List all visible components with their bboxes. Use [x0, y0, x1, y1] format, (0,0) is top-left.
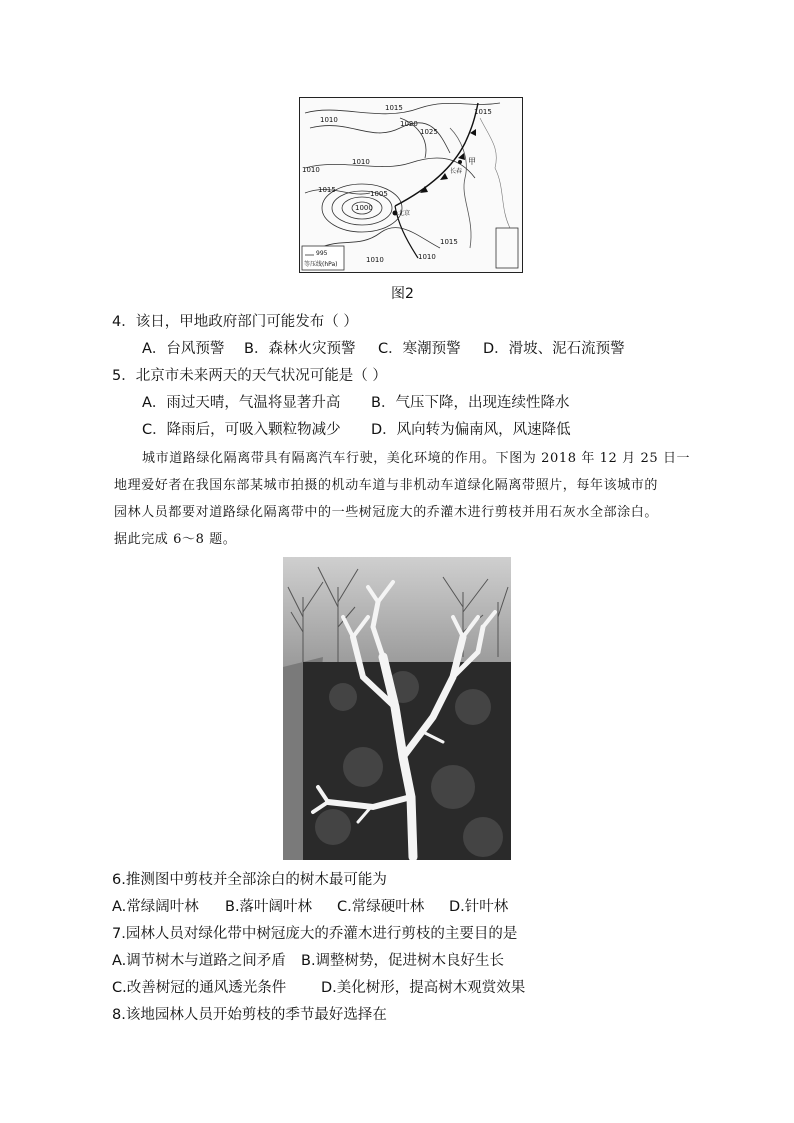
isobar-label: 1015: [474, 108, 492, 116]
passage-line-1: 城市道路绿化隔离带具有隔离汽车行驶，美化环境的作用。下图为 2018 年 12 月 25 日一: [142, 451, 691, 466]
question-4-option-d: D．滑坡、泥石流预警: [483, 341, 625, 357]
question-5-option-d: D．风向转为偏南风，风速降低: [371, 422, 571, 438]
isobar-label: 1015: [385, 104, 403, 112]
question-4-stem: 4．该日，甲地政府部门可能发布（ ）: [112, 314, 358, 330]
isobar-label: 1025: [420, 128, 438, 136]
isobar-label: 1015: [318, 186, 336, 194]
question-7-option-c: C.改善树冠的通风透光条件: [112, 980, 287, 996]
question-7-option-b: B.调整树势，促进树木良好生长: [301, 953, 505, 969]
passage-line-4: 据此完成 6～8 题。: [114, 532, 237, 547]
question-6-option-a: A.常绿阔叶林: [112, 899, 199, 915]
question-5-option-a: A．雨过天晴，气温将显著升高: [142, 395, 341, 411]
isobar-label: 1005: [370, 190, 388, 198]
question-4-option-c: C．寒潮预警: [378, 341, 461, 357]
passage-line-2: 地理爱好者在我国东部某城市拍摄的机动车道与非机动车道绿化隔离带照片，每年该城市的: [114, 478, 659, 493]
isobar-label: 1015: [440, 238, 458, 246]
place-label-changchun: 长春: [450, 168, 463, 175]
isobar-map-figure: [299, 97, 523, 273]
pruned-tree-graphic: [283, 557, 511, 860]
question-7-option-a: A.调节树木与道路之间矛盾: [112, 953, 286, 969]
legend-value: 995: [316, 250, 328, 257]
isobar-label: 1010: [352, 158, 370, 166]
question-6-stem: 6.推测图中剪枝并全部涂白的树木最可能为: [112, 872, 387, 888]
question-6-option-d: D.针叶林: [449, 899, 509, 915]
question-8-stem: 8.该地园林人员开始剪枝的季节最好选择在: [112, 1007, 387, 1023]
figure2-caption: 图2: [391, 286, 414, 302]
isobar-label: 1000: [355, 204, 373, 212]
question-4-option-b: B．森林火灾预警: [244, 341, 356, 357]
question-4-option-a: A．台风预警: [142, 341, 225, 357]
question-5-option-c: C．降雨后，可吸入颗粒物减少: [142, 422, 341, 438]
pruned-tree-photo: [283, 557, 511, 860]
isobar-label: 1010: [418, 253, 436, 261]
isobar-label: 1020: [400, 120, 418, 128]
question-6-option-b: B.落叶阔叶林: [225, 899, 313, 915]
place-label-beijing: 北京: [398, 210, 411, 217]
passage-line-3: 园林人员都要对道路绿化隔离带中的一些树冠庞大的乔灌木进行剪枝并用石灰水全部涂白。: [114, 505, 659, 520]
isobar-label: 1010: [320, 116, 338, 124]
question-5-option-b: B．气压下降，出现连续性降水: [371, 395, 570, 411]
isobar-label: 1010: [366, 256, 384, 264]
question-6-option-c: C.常绿硬叶林: [337, 899, 425, 915]
question-7-option-d: D.美化树形，提高树木观赏效果: [321, 980, 526, 996]
question-7-stem: 7.园林人员对绿化带中树冠庞大的乔灌木进行剪枝的主要目的是: [112, 926, 518, 942]
isobar-label: 1010: [302, 166, 320, 174]
question-5-stem: 5．北京市未来两天的天气状况可能是（ ）: [112, 368, 387, 384]
legend-label: 等压线(hPa): [304, 261, 338, 268]
place-label-jia: 甲: [468, 157, 476, 166]
